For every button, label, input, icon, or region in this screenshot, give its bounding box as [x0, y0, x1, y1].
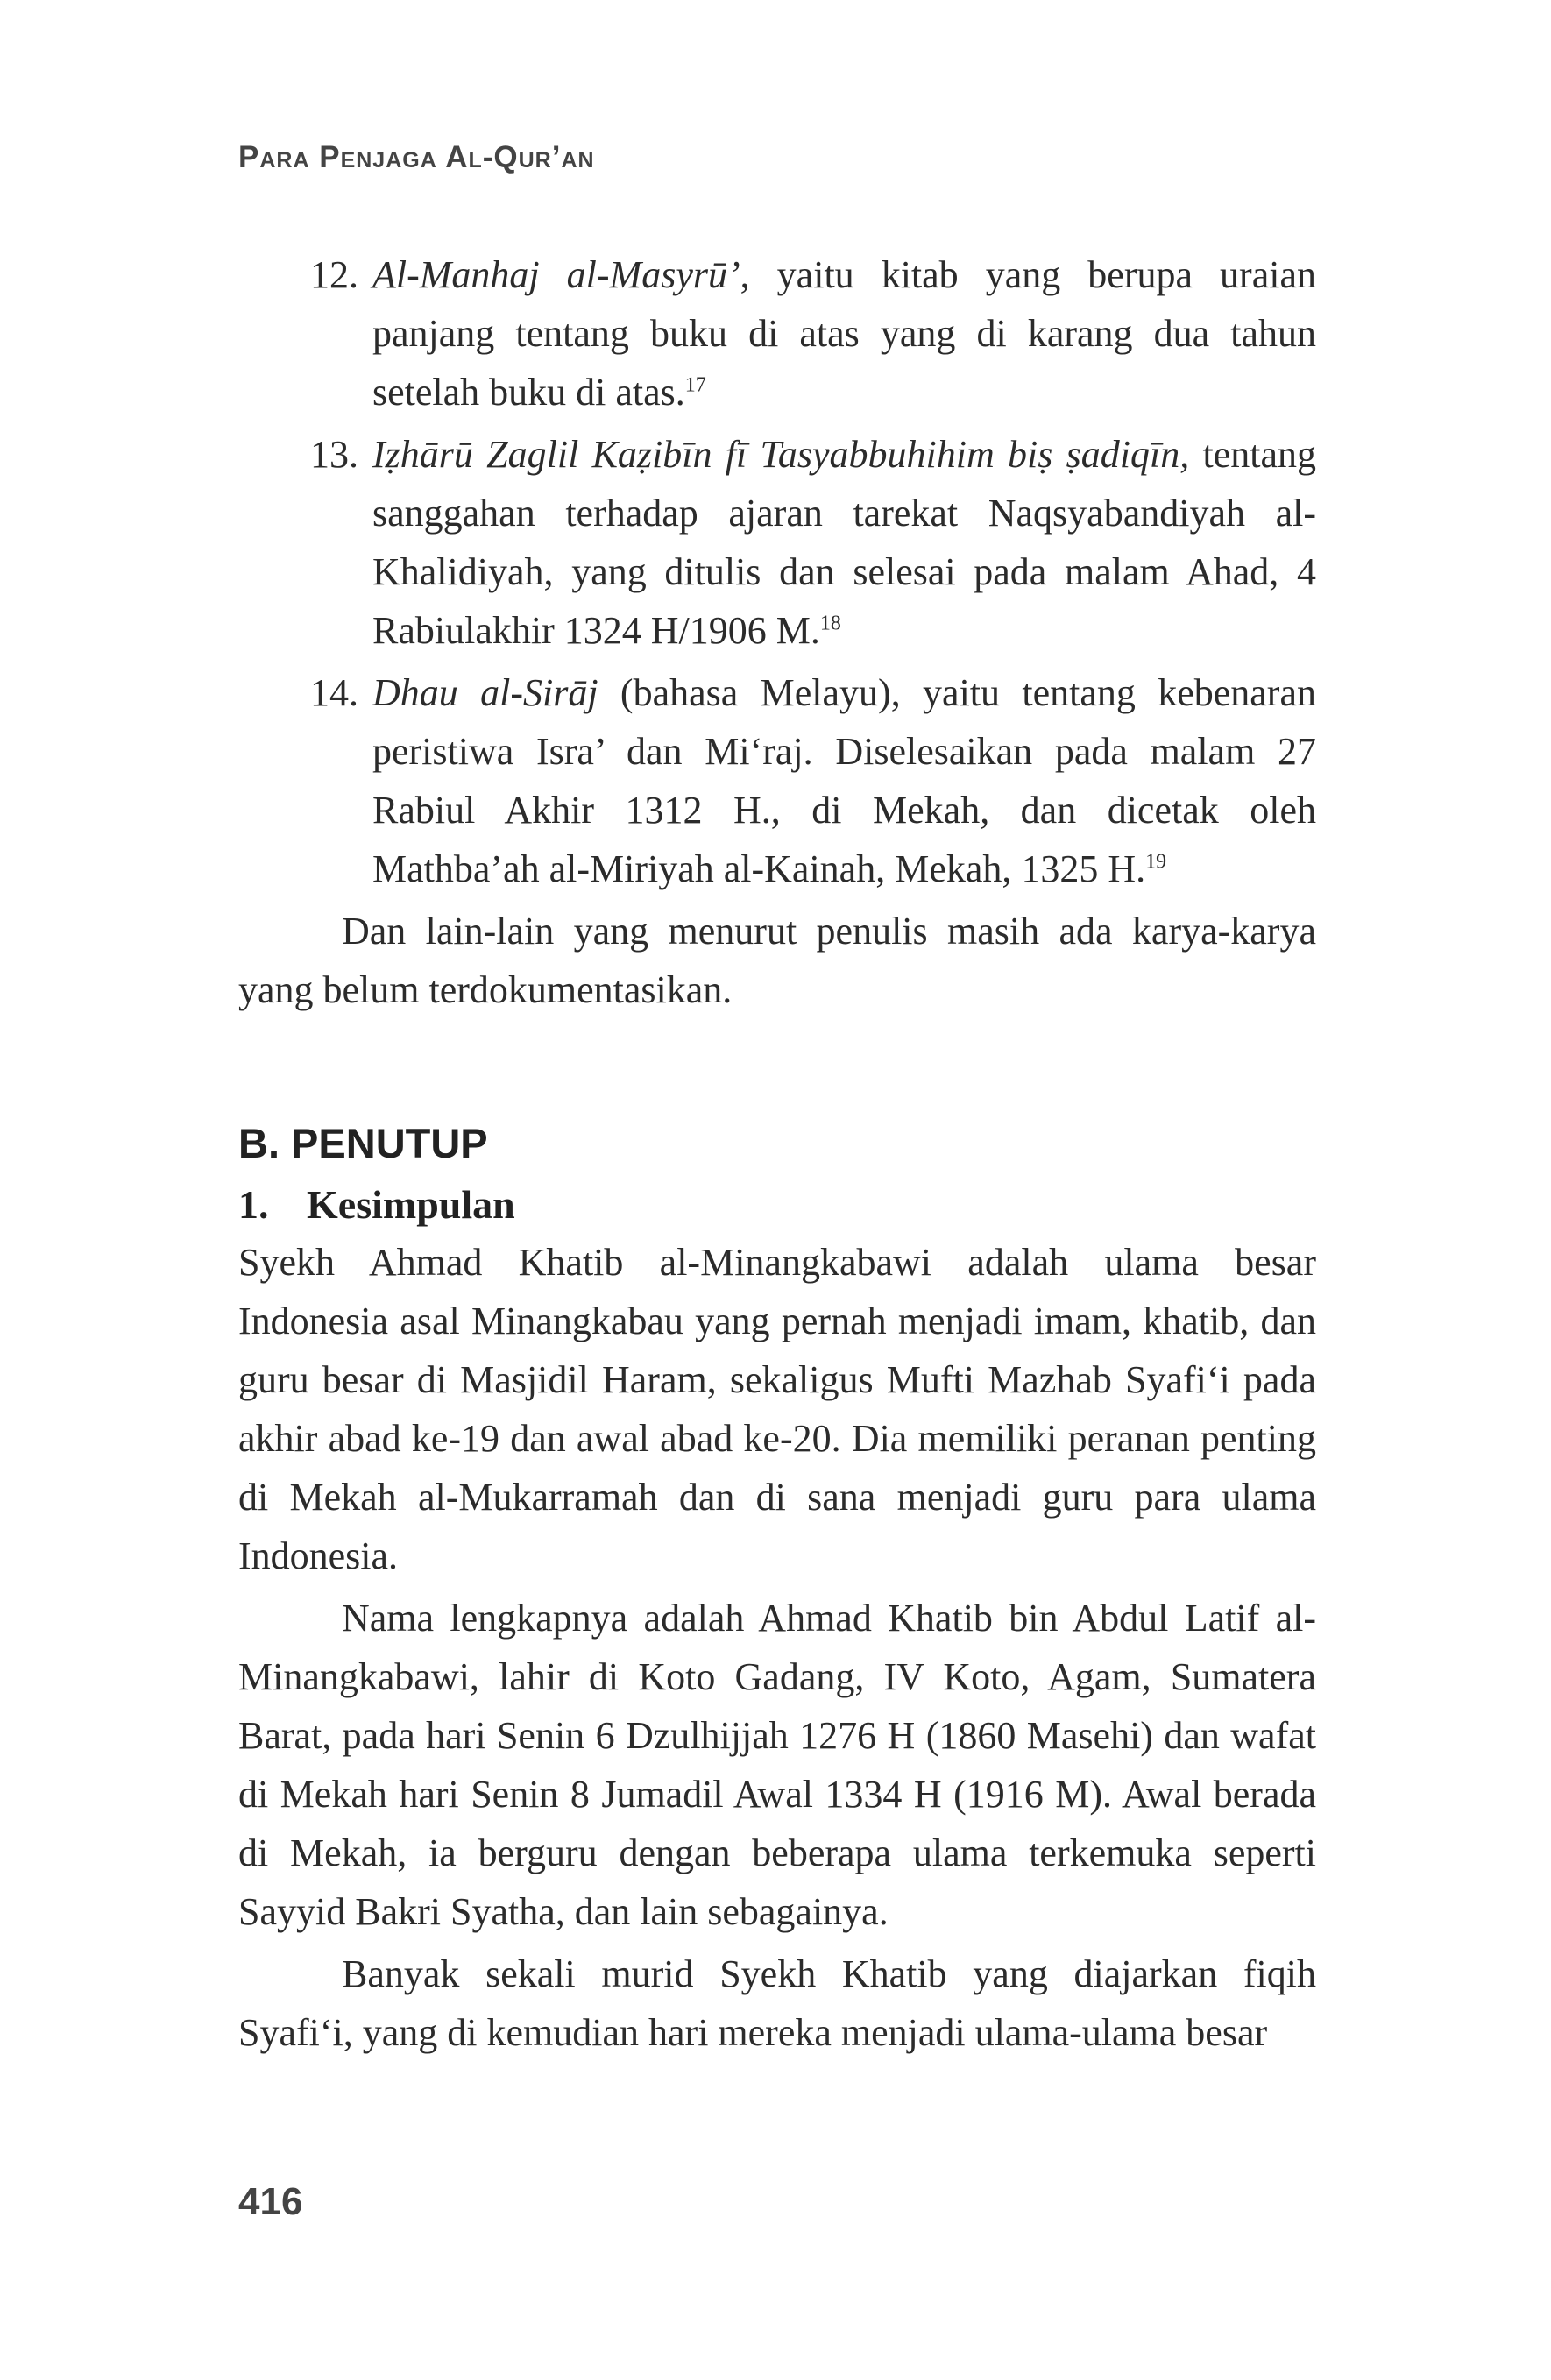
subsection-number: 1.: [238, 1182, 269, 1227]
list-item-number: 14.: [310, 671, 358, 714]
body-paragraph: Syekh Ahmad Khatib al-Minangkabawi adalah ulama besar Indonesia asal Minangkabau yang pernah menjadi imam, khatib, dan guru besar di Masjidil Haram, sekaligus Mufti Mazhab Syafi‘i pada akhir abad ke-19 dan awal abad ke-20. Dia memiliki peranan penting di Mekah al-Mukarramah dan di sana menjadi guru para ulama Indonesia.: [238, 1241, 1316, 1577]
body-paragraph: Banyak sekali murid Syekh Khatib yang diajarkan fiqih Syafi‘i, yang di kemudian hari mereka menjadi ulama-ulama besar: [238, 1952, 1316, 2054]
work-title: Al-Manhaj al-Masyrū’: [372, 253, 740, 296]
page-number: 416: [238, 2180, 303, 2223]
list-item-number: 13.: [310, 433, 358, 476]
body-paragraph: Nama lengkapnya adalah Ahmad Khatib bin Abdul Latif al-Minangkabawi, lahir di Koto Gadang, IV Koto, Agam, Sumatera Barat, pada hari Senin 6 Dzulhijjah 1276 H (1860 Masehi) dan wafat di Mekah hari Senin 8 Jumadil Awal 1334 H (1916 M). Awal berada di Mekah, ia berguru dengan beberapa ulama terkemuka seperti Sayyid Bakri Syatha, dan lain sebagainya.: [238, 1597, 1316, 1933]
work-title: Dhau al-Sirāj: [372, 671, 598, 714]
list-item: [238, 425, 1316, 660]
footnote-ref[interactable]: 19: [1145, 850, 1167, 874]
section-heading: B. PENUTUP: [238, 1120, 488, 1166]
work-description: , yaitu kitab yang berupa uraian panjang tentang buku di atas yang di karang dua tahun setelah buku di atas.: [372, 253, 1316, 414]
work-description: tentang sanggahan terhadap ajaran tarekat Naqsyabandiyah al-Khalidiyah, yang ditulis dan selesai pada malam Ahad, 4 Rabiulakhir 1324 H/1906 M.: [372, 433, 1317, 652]
footnote-ref[interactable]: 18: [819, 612, 841, 635]
works-list: [238, 245, 1316, 898]
footnote-ref[interactable]: 17: [684, 373, 706, 397]
subsection-heading: [238, 1177, 1316, 1233]
page-content: [238, 245, 1316, 2062]
list-item: [238, 663, 1316, 898]
work-title: Iẓhārū Zaglil Kaẓibīn fī Tasyabbuhihim biṣ ṣadiqīn,: [372, 433, 1190, 476]
list-item: [238, 245, 1316, 421]
closing-list-paragraph: Dan lain-lain yang menurut penulis masih ada karya-karya yang belum terdokumentasikan.: [238, 910, 1316, 1011]
work-description: (bahasa Melayu), yaitu tentang kebenaran peristiwa Isra’ dan Mi‘raj. Diselesaikan pada malam 27 Rabiul Akhir 1312 H., di Mekah, dan dicetak oleh Mathba’ah al-Miriyah al-Kainah, Mekah, 1325 H.: [372, 671, 1316, 890]
subsection-title: Kesimpulan: [307, 1182, 515, 1227]
list-item-number: 12.: [310, 253, 358, 296]
running-head: Para Penjaga Al-Qur’an: [238, 140, 595, 174]
